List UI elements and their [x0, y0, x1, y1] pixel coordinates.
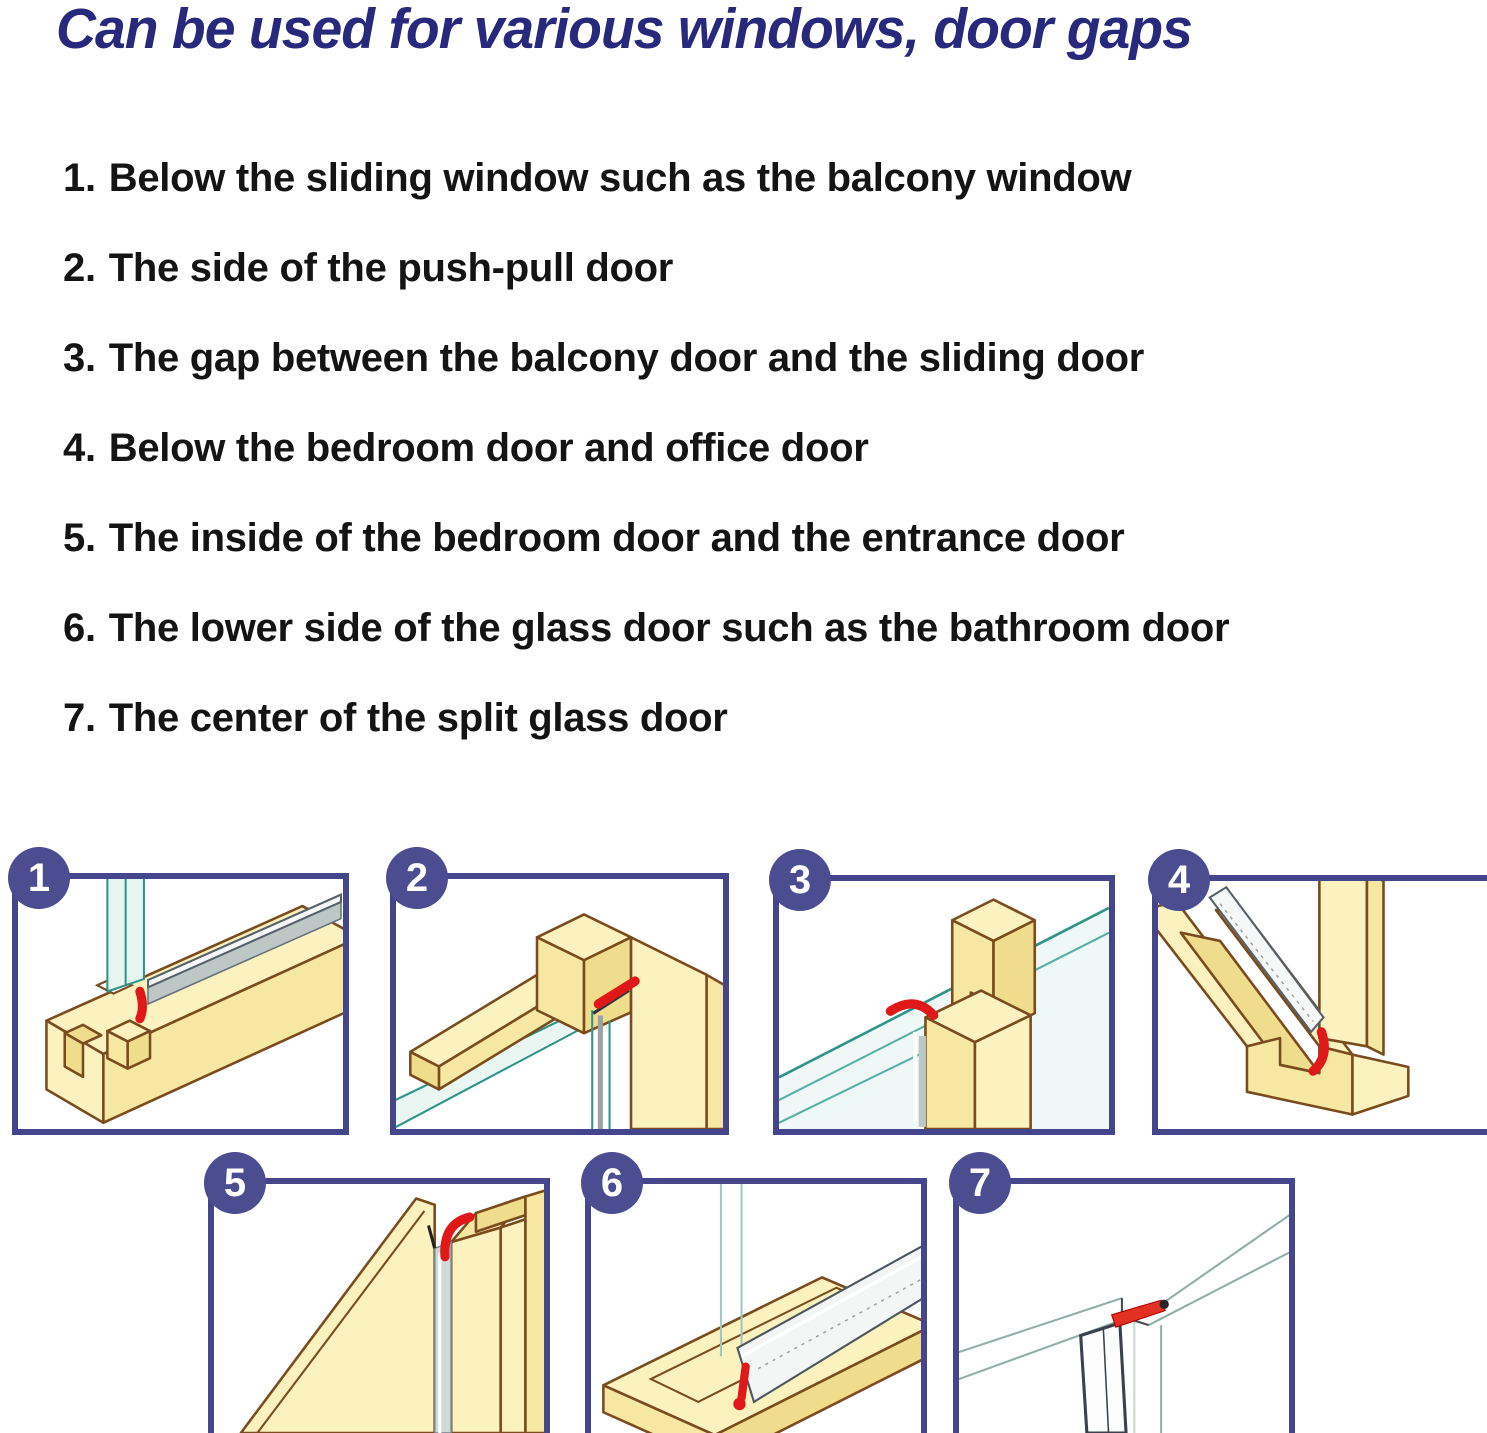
badge-number: 5 — [223, 1160, 247, 1205]
use-case-list — [63, 133, 1229, 763]
seal-strip-gray — [915, 1032, 922, 1127]
bedroom-door-bottom-seal-illustration — [1158, 881, 1487, 1129]
use-case-text: The center of the split glass door — [108, 695, 728, 740]
use-case-text: Below the bedroom door and office door — [108, 425, 869, 470]
panel-3 — [773, 857, 1115, 1135]
panel-4-number-badge — [1148, 849, 1210, 911]
wood-track — [46, 906, 343, 1123]
use-case-number: 3. — [63, 335, 96, 380]
page-title: Can be used for various windows, door gaps — [56, 0, 1192, 61]
split-glass-door-center-seal-illustration — [959, 1184, 1289, 1433]
panel-1-number-badge — [8, 847, 70, 909]
push-pull-door-side-seal-illustration — [396, 879, 723, 1129]
use-case-item-5 — [63, 493, 1229, 583]
badge-number: 2 — [405, 855, 429, 900]
glass-pane-right — [1134, 1207, 1289, 1433]
use-case-number: 6. — [63, 605, 96, 650]
glass-door-bottom-seal-illustration — [591, 1184, 921, 1433]
sliding-window-sill-seal-illustration — [18, 879, 343, 1129]
use-case-text: The inside of the bedroom door and the entrance door — [108, 515, 1125, 560]
badge-number: 4 — [1167, 857, 1191, 902]
panel-3-number-badge — [769, 849, 831, 911]
use-case-number: 1. — [63, 155, 96, 200]
use-case-item-3 — [63, 313, 1229, 403]
use-case-text: Below the sliding window such as the balcony window — [108, 155, 1132, 200]
badge-number: 6 — [600, 1160, 624, 1205]
use-case-number: 2. — [63, 245, 96, 290]
panel-6 — [585, 1160, 927, 1433]
use-case-number: 4. — [63, 425, 96, 470]
panel-6-number-badge — [581, 1152, 643, 1214]
use-case-item-6 — [63, 583, 1229, 673]
panel-4 — [1152, 857, 1487, 1135]
use-case-number: 7. — [63, 695, 96, 740]
panel-7-number-badge — [949, 1152, 1011, 1214]
panel-2-number-badge — [386, 847, 448, 909]
use-case-text: The lower side of the glass door such as the bathroom door — [108, 605, 1230, 650]
wood-door-panel — [1319, 881, 1383, 1055]
wood-door-panel — [241, 1199, 435, 1433]
panel-1 — [12, 855, 349, 1135]
badge-number: 1 — [27, 855, 51, 900]
panel-5 — [208, 1160, 550, 1433]
badge-number: 3 — [788, 857, 812, 902]
badge-number: 7 — [968, 1160, 992, 1205]
wood-lower-post — [925, 991, 1030, 1129]
wood-jamb — [451, 1190, 544, 1433]
use-case-item-4 — [63, 403, 1229, 493]
use-case-item-7 — [63, 673, 1229, 763]
wood-frame — [410, 914, 723, 1129]
use-case-text: The gap between the balcony door and the sliding door — [108, 335, 1145, 380]
door-inside-edge-seal-illustration — [214, 1184, 544, 1433]
balcony-sliding-door-gap-seal-illustration — [779, 881, 1109, 1129]
glass-pane — [107, 879, 144, 992]
panel-5-number-badge — [204, 1152, 266, 1214]
panel-2 — [390, 855, 729, 1135]
use-case-item-1 — [63, 133, 1229, 223]
use-case-number: 5. — [63, 515, 96, 560]
seal-strip-red — [140, 992, 143, 1019]
use-case-item-2 — [63, 223, 1229, 313]
seal-strip-white — [1081, 1323, 1126, 1433]
panel-7 — [953, 1160, 1295, 1433]
use-case-text: The side of the push-pull door — [108, 245, 674, 290]
